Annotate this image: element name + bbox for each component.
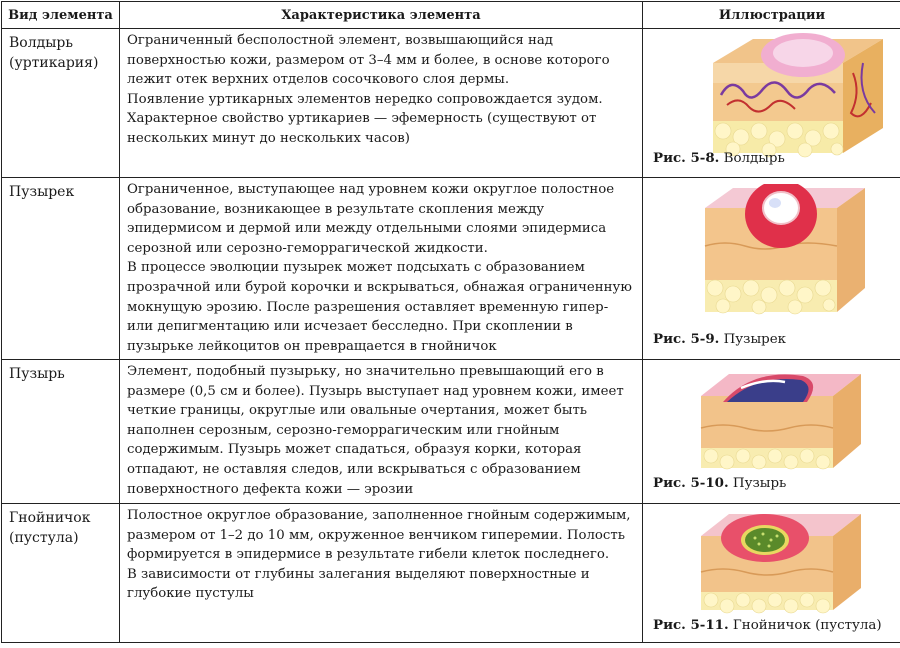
element-name: Пузырек: [2, 178, 119, 202]
illustration-cell: [643, 360, 900, 504]
figure-caption: [653, 617, 882, 633]
figure-caption: [653, 331, 786, 347]
figure-number: Рис. 5-9.: [653, 331, 719, 347]
figure-caption: [653, 475, 786, 491]
element-name: Гнойничок (пустула): [2, 504, 119, 548]
element-name-cell: [2, 178, 120, 360]
figure-title: Пузырек: [724, 332, 786, 347]
element-description-cell: [120, 360, 643, 504]
figure-caption: [653, 150, 785, 166]
element-name: Волдырь (уртикария): [2, 29, 119, 73]
illustration-cell: [643, 29, 900, 178]
description-paragraph: Элемент, подобный пузырьку, но значительно превышающий его в размере (0,5 см и более). Пузырь выступает над уровнем кожи, имеет четкие границы, округлые или овальные очертания, может быть наполнен серозным, серозно-геморрагическим или гнойным содержимым. Пузырь может спадаться, образуя корки, которая отпадают, не оставляя следов, или вскрываться с образованием поверхностного дефекта кожи — эрозии: [127, 362, 636, 499]
header-row: [2, 2, 900, 29]
header-illustrations: Иллюстрации: [643, 2, 900, 29]
figure-title: Гнойничок (пустула): [733, 618, 882, 633]
table-row: [2, 360, 900, 504]
table-row: [2, 29, 900, 178]
figure-number: Рис. 5-10.: [653, 475, 729, 491]
pustule-illustration: [693, 510, 868, 615]
description-paragraph: Полостное округлое образование, заполненное гнойным содержимым, размером от 1–2 до 10 мм, окруженное венчиком гиперемии. Полость формируется в эпидермисе в результате гибели клеток последнего.: [127, 506, 636, 565]
description-paragraph: Ограниченное, выступающее над уровнем кожи округлое полостное образование, возникающее в результате скопления между эпидермисом и дермой или между отдельными слоями эпидермиса серозной или серозно-геморрагической жидкости.: [127, 180, 636, 258]
element-name-cell: [2, 29, 120, 178]
element-name-cell: [2, 360, 120, 504]
element-name-cell: [2, 504, 120, 643]
element-description-cell: [120, 29, 643, 178]
vesicle-illustration: [693, 184, 878, 324]
figure-number: Рис. 5-8.: [653, 150, 719, 166]
figure-number: Рис. 5-11.: [653, 617, 729, 633]
illustration-cell: [643, 178, 900, 360]
illustration-cell: [643, 504, 900, 643]
table-row: [2, 178, 900, 360]
element-name: Пузырь: [2, 360, 119, 384]
element-description-cell: [120, 504, 643, 643]
bulla-illustration: [693, 368, 868, 473]
element-description-cell: [120, 178, 643, 360]
description-paragraph: В процессе эволюции пузырек может подсыхать с образованием прозрачной или бурой корочки и вскрываться, обнажая ограниченную мокнущую эрозию. После разрешения оставляет временную гипер- или депигментацию или исчезает бесследно. При скоплении в пузырьке лейкоцитов он превращается в гнойничок: [127, 258, 636, 356]
wheal-illustration: [693, 33, 898, 161]
description-paragraph: В зависимости от глубины залегания выделяют поверхностные и глубокие пустулы: [127, 565, 636, 604]
elements-table: [1, 1, 900, 643]
header-element-type: Вид элемента: [2, 2, 120, 29]
table-row: [2, 504, 900, 643]
header-characteristic: Характеристика элемента: [120, 2, 643, 29]
description-paragraph: Появление уртикарных элементов нередко сопровождается зудом. Характерное свойство уртикариев — эфемерность (существуют от нескольких минут до нескольких часов): [127, 90, 636, 149]
description-paragraph: Ограниченный бесполостной элемент, возвышающийся над поверхностью кожи, размером от 3–4 мм и более, в основе которого лежит отек верхних отделов сосочкового слоя дермы.: [127, 31, 636, 90]
figure-title: Пузырь: [733, 476, 786, 491]
figure-title: Волдырь: [724, 151, 785, 166]
